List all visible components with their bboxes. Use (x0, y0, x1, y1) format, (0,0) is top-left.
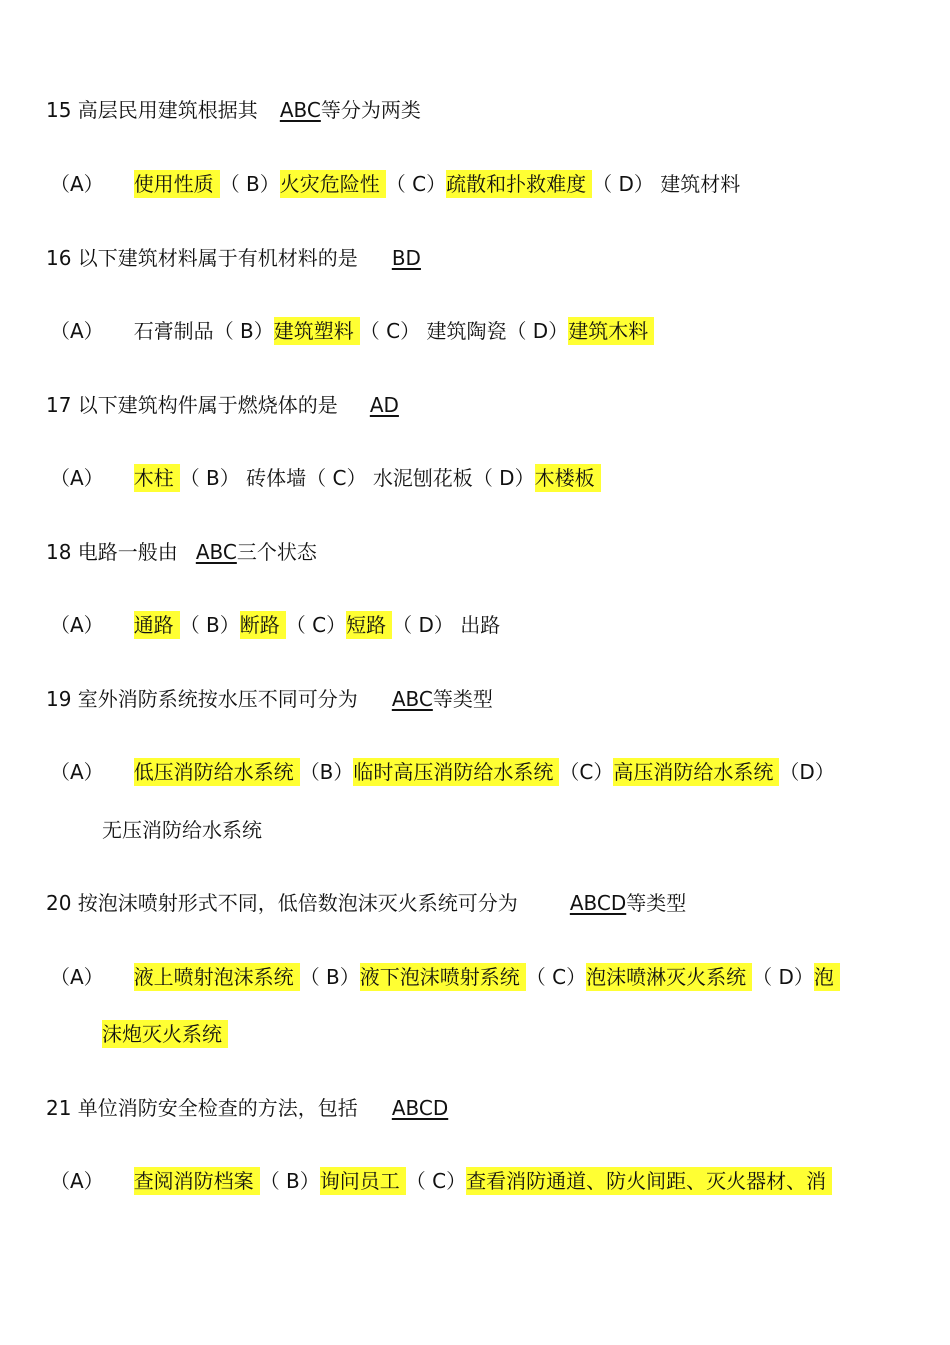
option-label-c: （ C） (385, 172, 447, 196)
option-label-b: （B） (299, 760, 354, 784)
question-17-options (50, 464, 601, 492)
question-21-stem (46, 1094, 448, 1122)
question-text: 20 按泡沫喷射形式不同，低倍数泡沫灭火系统可分为 (46, 891, 518, 915)
option-label-a: （A） (50, 1169, 104, 1193)
question-text: 17 以下建筑构件属于燃烧体的是 (46, 393, 338, 417)
question-19-stem (46, 685, 493, 713)
option-label-b: （ B） (259, 1169, 320, 1193)
option-c: 短路 (346, 611, 392, 639)
option-a: 低压消防给水系统 (134, 758, 300, 786)
question-16-options (50, 317, 654, 345)
option-c: 疏散和扑救难度 (446, 170, 592, 198)
option-c: 建筑陶瓷 (426, 319, 507, 343)
option-d: 泡 (814, 963, 840, 991)
question-text: 15 高层民用建筑根据其 (46, 98, 258, 122)
option-b: 火灾危险性 (280, 170, 386, 198)
option-d: 建筑木料 (568, 317, 654, 345)
answer: ABC (391, 687, 433, 711)
question-21-options (50, 1167, 832, 1195)
option-label-d: （ D） (592, 172, 654, 196)
question-18-stem (46, 538, 317, 566)
option-a: 查阅消防档案 (134, 1167, 260, 1195)
option-a: 通路 (134, 611, 180, 639)
option-c: 高压消防给水系统 (613, 758, 779, 786)
option-label-b: （ B） (213, 319, 274, 343)
option-label-c: （ C） (285, 613, 347, 637)
option-label-b: （ B） (299, 965, 360, 989)
question-18-options (50, 611, 500, 639)
option-b: 询问员工 (320, 1167, 406, 1195)
option-b: 建筑塑料 (274, 317, 360, 345)
option-label-d: （ D） (752, 965, 814, 989)
answer: ABCD (391, 1096, 449, 1120)
option-label-d: （D） (779, 760, 835, 784)
option-d: 建筑材料 (660, 172, 741, 196)
option-label-c: （ C） (306, 466, 367, 490)
option-label-a: （A） (50, 613, 104, 637)
option-a: 液上喷射泡沫系统 (134, 963, 300, 991)
option-label-a: （A） (50, 466, 104, 490)
option-d: 木楼板 (535, 464, 601, 492)
option-label-a: （A） (50, 965, 104, 989)
answer: ABC (195, 540, 237, 564)
option-c: 水泥刨花板 (372, 466, 473, 490)
answer: AD (369, 393, 399, 417)
question-text: 19 室外消防系统按水压不同可分为 (46, 687, 358, 711)
question-19-options-continued (102, 816, 262, 844)
option-label-c: （ C） (405, 1169, 467, 1193)
option-b: 砖体墙 (246, 466, 307, 490)
question-19-options (50, 758, 835, 786)
option-label-a: （A） (50, 319, 104, 343)
question-17-stem (46, 391, 399, 419)
question-text: 16 以下建筑材料属于有机材料的是 (46, 246, 358, 270)
question-20-options (50, 963, 840, 991)
option-c: 查看消防通道、防火间距、灭火器材、消 (466, 1167, 832, 1195)
option-label-d: （ D） (392, 613, 454, 637)
question-text: 21 单位消防安全检查的方法，包括 (46, 1096, 358, 1120)
option-a: 石膏制品 (133, 319, 214, 343)
option-label-b: （ B） (219, 172, 280, 196)
question-suffix: 等分为两类 (320, 98, 421, 122)
option-label-b: （ B） (179, 613, 240, 637)
question-suffix: 三个状态 (236, 540, 317, 564)
question-15-options (50, 170, 740, 198)
option-label-b: （ B） (179, 466, 240, 490)
answer: BD (391, 246, 421, 270)
option-a: 使用性质 (134, 170, 220, 198)
question-suffix: 等类型 (626, 891, 687, 915)
option-a: 木柱 (134, 464, 180, 492)
option-d: 无压消防给水系统 (102, 818, 262, 842)
option-d: 出路 (460, 613, 501, 637)
option-b: 液下泡沫喷射系统 (360, 963, 526, 991)
answer: ABC (279, 98, 321, 122)
option-label-d: （ D） (472, 466, 535, 490)
question-text: 18 电路一般由 (46, 540, 178, 564)
question-suffix: 等类型 (432, 687, 493, 711)
option-d-continued: 沫炮灭火系统 (102, 1020, 228, 1048)
option-b: 临时高压消防给水系统 (353, 758, 559, 786)
option-b: 断路 (240, 611, 286, 639)
option-label-c: （C） (559, 760, 614, 784)
option-label-c: （ C） (359, 319, 421, 343)
option-label-a: （A） (50, 760, 104, 784)
option-label-d: （ D） (506, 319, 569, 343)
question-16-stem (46, 244, 421, 272)
question-15-stem (46, 96, 421, 124)
option-label-c: （ C） (525, 965, 587, 989)
question-20-stem (46, 889, 686, 917)
option-label-a: （A） (50, 172, 104, 196)
option-c: 泡沫喷淋灭火系统 (586, 963, 752, 991)
question-20-options-continued (102, 1020, 228, 1048)
answer: ABCD (569, 891, 627, 915)
